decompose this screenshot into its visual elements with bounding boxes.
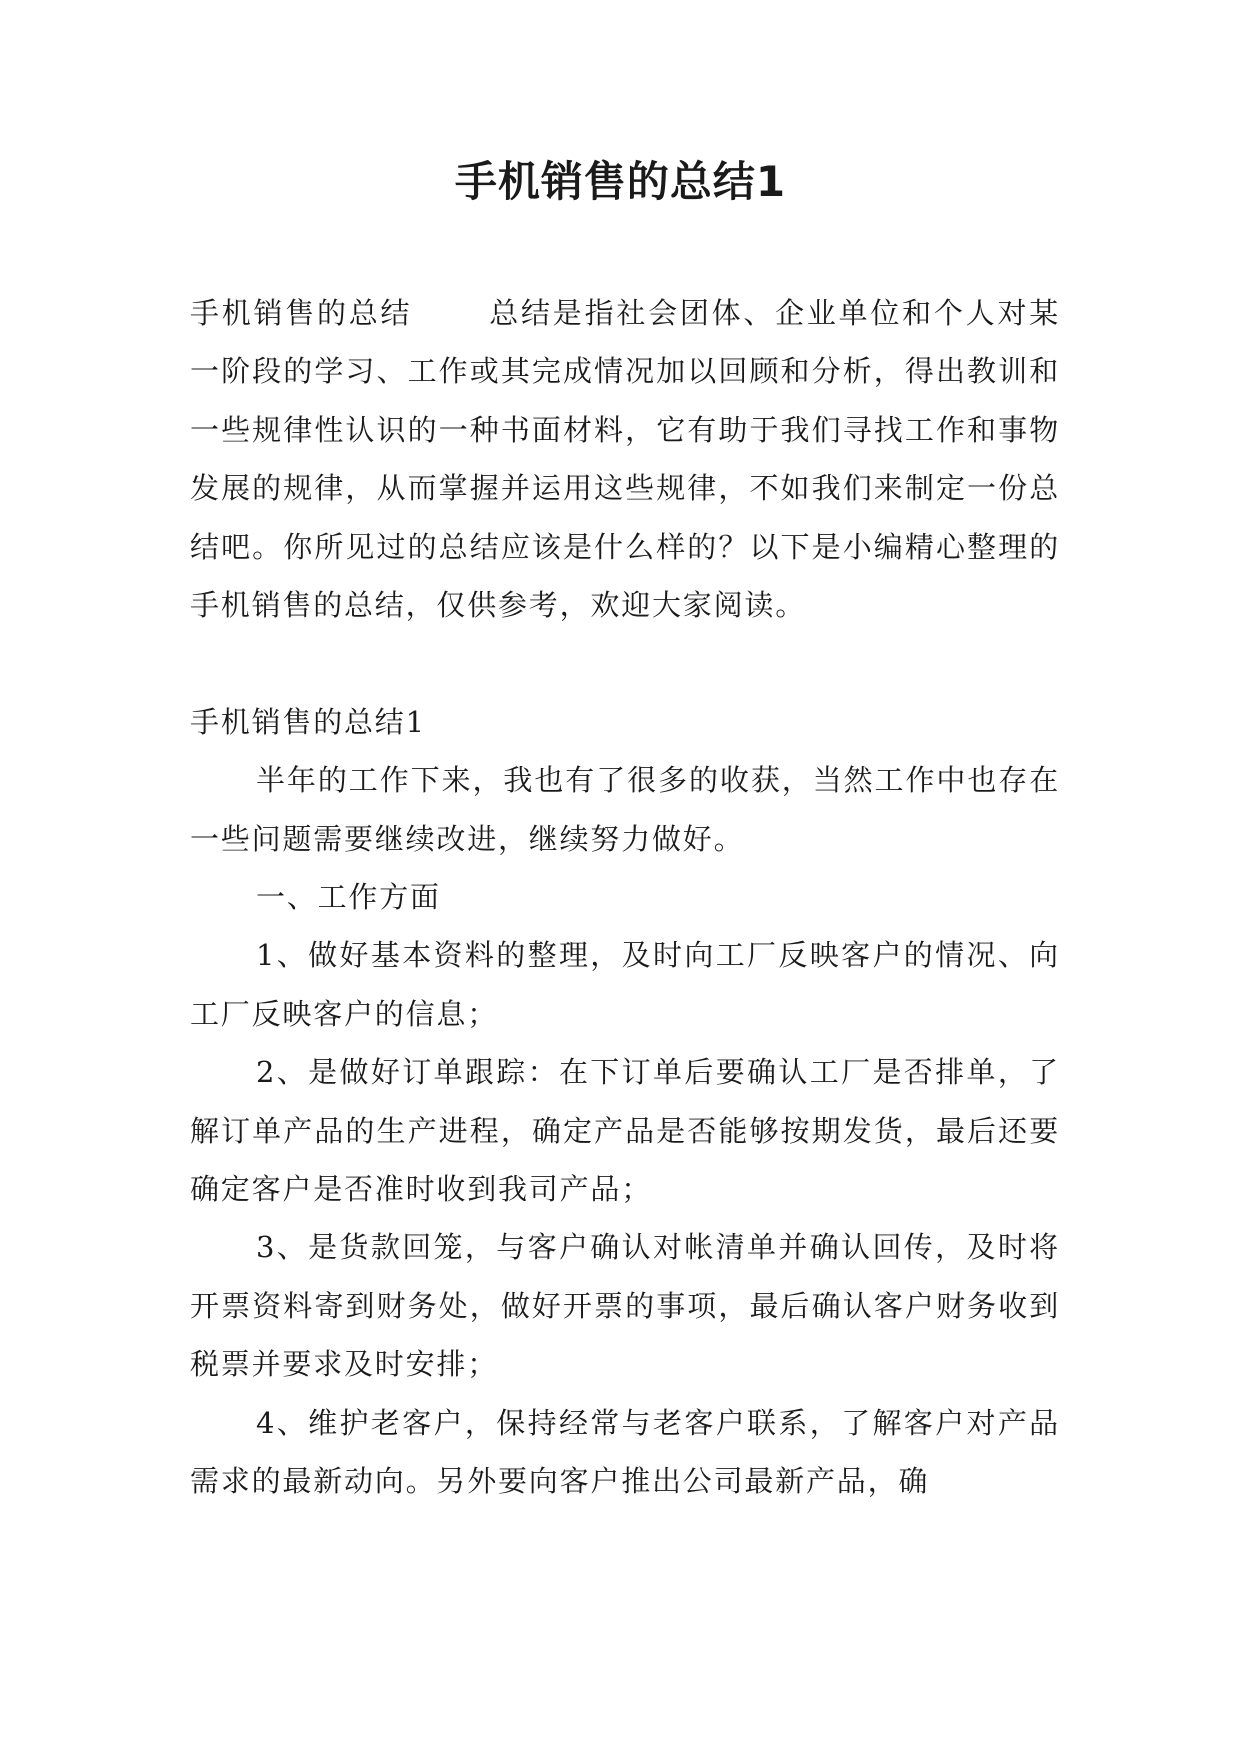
- section-heading: 手机销售的总结1: [190, 704, 426, 739]
- document-body: [190, 284, 1060, 1511]
- body-paragraph: 半年的工作下来，我也有了很多的收获，当然工作中也存在一些问题需要继续改进，继续努力做好。: [190, 763, 1060, 856]
- body-paragraph: 4、维护老客户，保持经常与老客户联系，了解客户对产品需求的最新动向。另外要向客户推出公司最新产品，确: [190, 1405, 1060, 1499]
- intro-paragraph: [190, 284, 1060, 634]
- body-paragraph: 1、做好基本资料的整理，及时向工厂反映客户的情况、向工厂反映客户的信息；: [190, 938, 1060, 1031]
- blank-line: [190, 634, 1060, 692]
- body-paragraph: 2、是做好订单跟踪：在下订单后要确认工厂是否排单，了解订单产品的生产进程，确定产品是否能够按期发货，最后还要确定客户是否准时收到我司产品；: [190, 1055, 1060, 1207]
- intro-text: 总结是指社会团体、企业单位和个人对某一阶段的学习、工作或其完成情况加以回顾和分析，得出教训和一些规律性认识的一种书面材料，它有助于我们寻找工作和事物发展的规律，从而掌握并运用这些规律，不如我们来制定一份总结吧。你所见过的总结应该是什么样的？以下是小编精心整理的手机销售的总结，仅供参考，欢迎大家阅读。: [190, 296, 1060, 623]
- intro-lead: 手机销售的总结: [190, 296, 413, 330]
- section-subheading: 一、工作方面: [256, 880, 441, 915]
- document-title: 手机销售的总结1: [454, 157, 787, 206]
- body-paragraph: 3、是货款回笼，与客户确认对帐清单并确认回传，及时将开票资料寄到财务处，做好开票的事项，最后确认客户财务收到税票并要求及时安排；: [190, 1230, 1060, 1382]
